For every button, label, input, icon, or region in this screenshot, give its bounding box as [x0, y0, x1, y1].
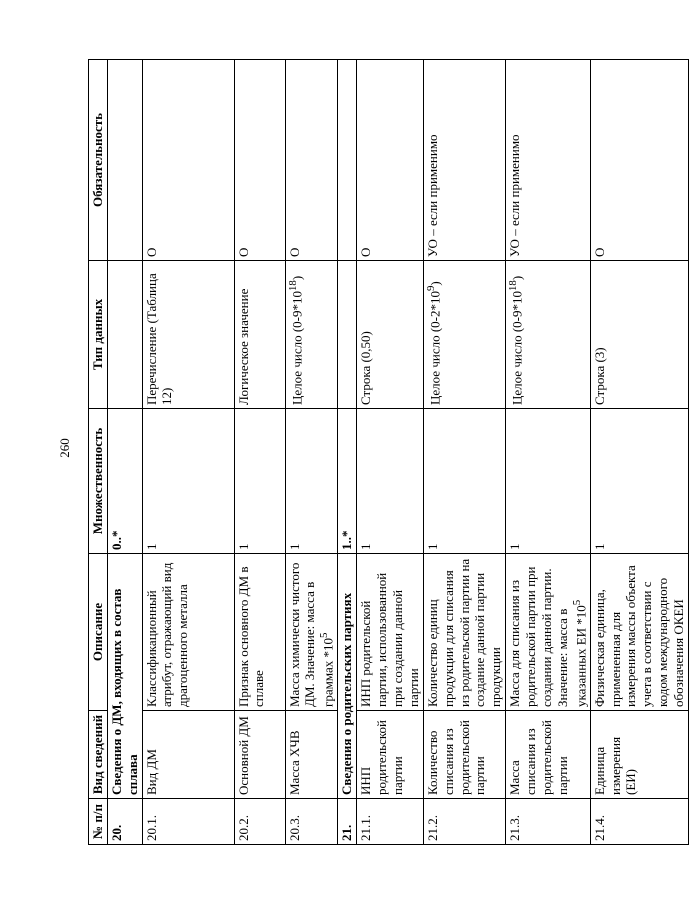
cell-name: Единица измерения (ЕИ): [590, 711, 688, 799]
table-header-row: [89, 60, 108, 845]
cell-data-type: Перечисление (Таблица 12): [142, 261, 234, 409]
table-row: [285, 60, 338, 845]
exponent: 5: [318, 632, 331, 638]
cell-name: Масса ХЧВ: [285, 711, 338, 799]
table-row: [357, 60, 423, 845]
cell-multiplicity: 1: [506, 409, 591, 554]
cell-num: 21.: [338, 799, 357, 845]
cell-description: Физическая единица, примененная для измерения массы объекта учета в соответствии с кодом международного обозначения ОКЕИ: [590, 554, 688, 711]
data-type-text: Целое число (0-9*10: [509, 291, 525, 405]
cell-num: 20.3.: [285, 799, 338, 845]
cell-data-type: [506, 261, 591, 409]
exponent: 9: [424, 285, 437, 291]
cell-multiplicity: 1: [423, 409, 505, 554]
cell-description: ИНП родительской партии, использованной при создании данной партии: [357, 554, 423, 711]
cell-data-type: [338, 261, 357, 409]
cell-description: Количество единиц продукции для списания из родительской партии на создание данной партии продукции: [423, 554, 505, 711]
section-title: Сведения о ДМ, входящих в состав сплава: [107, 554, 142, 799]
section-title: Сведения о родительских партиях: [338, 554, 357, 799]
table-row: [506, 60, 591, 845]
cell-obligatory: О: [142, 60, 234, 261]
cell-multiplicity: 1: [590, 409, 688, 554]
cell-num: 21.2.: [423, 799, 505, 845]
header-data-type: Тип данных: [89, 261, 108, 409]
cell-data-type: [423, 261, 505, 409]
cell-obligatory: О: [357, 60, 423, 261]
requirements-table: [88, 59, 689, 845]
cell-num: 20.1.: [142, 799, 234, 845]
cell-multiplicity: 1: [142, 409, 234, 554]
cell-obligatory: О: [590, 60, 688, 261]
cell-data-type: Логическое значение: [234, 261, 285, 409]
exponent: 18: [507, 280, 520, 291]
data-type-end: ): [427, 281, 443, 286]
table-row: [142, 60, 234, 845]
cell-data-type: Строка (3): [590, 261, 688, 409]
cell-data-type: [107, 261, 142, 409]
exponent: 18: [286, 280, 299, 291]
description-text: Масса химически чистого ДМ. Значение: масса в граммах *10: [286, 562, 336, 707]
cell-obligatory: О: [285, 60, 338, 261]
cell-num: 21.1.: [357, 799, 423, 845]
cell-multiplicity: 1: [357, 409, 423, 554]
header-num: № п/п: [89, 799, 108, 845]
cell-num: 20.: [107, 799, 142, 845]
cell-num: 20.2.: [234, 799, 285, 845]
cell-name: Масса списания из родительской партии: [506, 711, 591, 799]
cell-multiplicity: 1..*: [338, 409, 357, 554]
cell-multiplicity: 1: [234, 409, 285, 554]
header-multiplicity: Множественность: [89, 409, 108, 554]
cell-name: Количество списания из родительской партии: [423, 711, 505, 799]
cell-obligatory: УО – если применимо: [506, 60, 591, 261]
data-type-text: Целое число (0-9*10: [288, 291, 304, 405]
cell-obligatory: УО – если применимо: [423, 60, 505, 261]
cell-obligatory: [338, 60, 357, 261]
cell-obligatory: [107, 60, 142, 261]
header-description: Описание: [89, 554, 108, 711]
cell-multiplicity: 0..*: [107, 409, 142, 554]
table-row: [590, 60, 688, 845]
cell-description: [285, 554, 338, 711]
data-type-text: Целое число (0-2*10: [427, 291, 443, 405]
table-row: [234, 60, 285, 845]
section-row-20: [107, 60, 142, 845]
cell-description: [506, 554, 591, 711]
description-text: Масса для списания из родительской партии при создании данной партии. Значение: масса в указанных ЕИ *10: [507, 566, 588, 707]
data-type-end: ): [509, 275, 525, 281]
table-row: [423, 60, 505, 845]
cell-multiplicity: 1: [285, 409, 338, 554]
cell-name: ИНП родительской партии: [357, 711, 423, 799]
section-row-21: [338, 60, 357, 845]
rotated-page-content: [88, 60, 686, 845]
exponent: 5: [570, 599, 583, 606]
cell-data-type: Строка (0,50): [357, 261, 423, 409]
cell-num: 21.3.: [506, 799, 591, 845]
cell-name: Основной ДМ: [234, 711, 285, 799]
cell-num: 21.4.: [590, 799, 688, 845]
cell-description: Классификационный атрибут, отражающий вид драгоценного металла: [142, 554, 234, 711]
data-type-end: ): [288, 275, 304, 281]
cell-name: Вид ДМ: [142, 711, 234, 799]
cell-obligatory: О: [234, 60, 285, 261]
header-name: Вид сведений: [89, 711, 108, 799]
cell-data-type: [285, 261, 338, 409]
page-number: 260: [57, 438, 72, 458]
cell-description: Признак основного ДМ в сплаве: [234, 554, 285, 711]
header-obligatory: Обязательность: [89, 60, 108, 261]
